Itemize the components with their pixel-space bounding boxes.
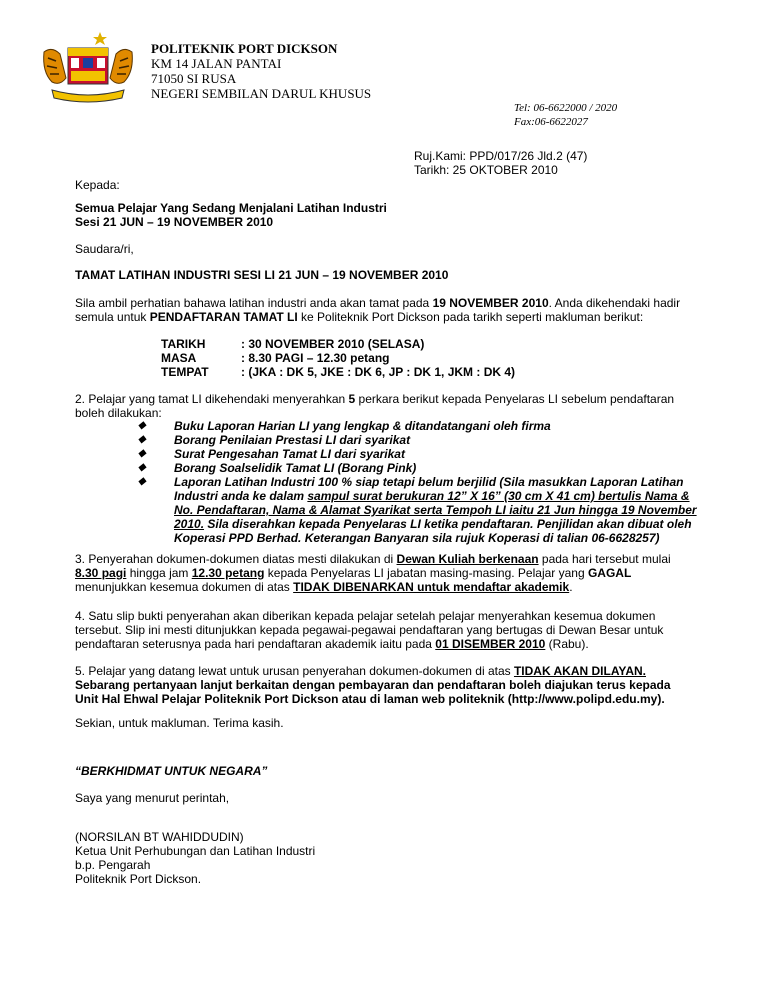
paragraph-1 bbox=[75, 296, 695, 324]
text: 4. Satu slip bukti penyerahan akan diberikan kepada pelajar setelah pelajar menyerahkan kesemua dokumen tersebut. Slip ini mesti ditunjukkan kepada pegawai-pegawai pendaftaran yang bertugas di Dewan Besar untuk pendaftaran seterusnya pada hari pendaftaran akademik iaitu pada bbox=[75, 609, 664, 651]
text: . bbox=[569, 580, 573, 594]
detail-value: : 8.30 PAGI – 12.30 petang bbox=[241, 351, 390, 365]
detail-value: : (JKA : DK 5, JKE : DK 6, JP : DK 1, JKM : DK 4) bbox=[241, 365, 516, 379]
valediction: Saya yang menurut perintah, bbox=[75, 791, 230, 805]
letter-date: Tarikh: 25 OKTOBER 2010 bbox=[414, 163, 558, 177]
list-item-text: Buku Laporan Harian LI yang lengkap & ditandatangani oleh firma bbox=[174, 419, 551, 433]
list-item bbox=[138, 475, 698, 545]
text: menunjukkan kesemua dokumen di atas bbox=[75, 580, 294, 594]
list-item-text bbox=[174, 475, 698, 545]
list-item-text: Borang Soalselidik Tamat LI (Borang Pink) bbox=[174, 461, 417, 475]
paragraph-5 bbox=[75, 664, 695, 706]
text: (Rabu). bbox=[545, 637, 589, 651]
reference-block bbox=[414, 149, 587, 177]
text: Laporan Latihan Industri 100 % siap tetapi belum berjilid (Sila masukkan Laporan Latihan Industri anda ke dalam bbox=[174, 475, 684, 503]
list-item bbox=[138, 433, 698, 447]
detail-row bbox=[161, 365, 515, 379]
detail-row bbox=[161, 337, 515, 351]
paragraph-3 bbox=[75, 552, 695, 594]
fax: Fax:06-6622027 bbox=[514, 116, 588, 128]
enquiry-text: Sebarang pertanyaan lanjut berkaitan dengan pembayaran dan pendaftaran boleh diajukan terus kepada Unit Hal Ehwal Pelajar Politeknik Port Dickson atau di laman web politeknik (http://www.polipd.edu.my). bbox=[75, 678, 671, 706]
recipient-line: Semua Pelajar Yang Sedang Menjalani Latihan Industri bbox=[75, 201, 387, 215]
text: 2. Pelajar yang tamat LI dikehendaki menyerahkan bbox=[75, 392, 349, 406]
envelope-instructions: sampul surat berukuran 12” X 16” (30 cm X 41 cm) bertulis Nama & No. Pendaftaran, Nama & Alamat Syarikat serta Tempoh LI iaitu 21 Jun hingga 19 November 2010. bbox=[174, 489, 697, 531]
reference-number: Ruj.Kami: PPD/017/26 Jld.2 (47) bbox=[414, 149, 588, 163]
address-line: NEGERI SEMBILAN DARUL KHUSUS bbox=[151, 86, 372, 101]
paragraph-4 bbox=[75, 609, 695, 651]
list-item-text: Surat Pengesahan Tamat LI dari syarikat bbox=[174, 447, 405, 461]
late-notice: TIDAK AKAN DILAYAN. bbox=[513, 664, 646, 678]
text: 3. Penyerahan dokumen-dokumen diatas mesti dilakukan di bbox=[75, 552, 397, 566]
signatory-on-behalf: b.p. Pengarah bbox=[75, 858, 151, 872]
salutation: Saudara/ri, bbox=[75, 242, 134, 256]
list-item-text: Borang Penilaian Prestasi LI dari syarikat bbox=[174, 433, 411, 447]
text: 5. Pelajar yang datang lewat untuk urusan penyerahan dokumen-dokumen di atas bbox=[75, 664, 514, 678]
diamond-bullet-icon: ◆ bbox=[138, 434, 146, 445]
text: ke Politeknik Port Dickson pada tarikh seperti makluman berikut: bbox=[297, 310, 644, 324]
registration-details bbox=[161, 337, 515, 379]
signatory-title: Ketua Unit Perhubungan dan Latihan Industri bbox=[75, 844, 316, 858]
paragraph-2 bbox=[75, 392, 695, 420]
text: perkara berikut kepada Penyelaras LI sebelum pendaftaran boleh dilakukan: bbox=[75, 392, 675, 420]
closing-line: Sekian, untuk makluman. Terima kasih. bbox=[75, 716, 284, 730]
diamond-bullet-icon: ◆ bbox=[138, 448, 146, 459]
list-item bbox=[138, 447, 698, 461]
coat-of-arms-logo bbox=[38, 30, 138, 106]
address-line: 71050 SI RUSA bbox=[151, 71, 237, 86]
diamond-bullet-icon: ◆ bbox=[138, 462, 146, 473]
end-time: 12.30 petang bbox=[191, 566, 265, 580]
academic-registration-date: 01 DISEMBER 2010 bbox=[435, 637, 546, 651]
addressee-label: Kepada: bbox=[75, 178, 120, 192]
detail-label: MASA bbox=[161, 351, 197, 365]
text: Sila ambil perhatian bahawa latihan industri anda akan tamat pada bbox=[75, 296, 433, 310]
recipient-session: Sesi 21 JUN – 19 NOVEMBER 2010 bbox=[75, 215, 274, 229]
venue: Dewan Kuliah berkenaan bbox=[396, 552, 539, 566]
subject-line: TAMAT LATIHAN INDUSTRI SESI LI 21 JUN – 19 NOVEMBER 2010 bbox=[75, 268, 449, 282]
end-date: 19 NOVEMBER 2010 bbox=[432, 296, 549, 310]
start-time: 8.30 pagi bbox=[75, 566, 127, 580]
signature-block bbox=[75, 830, 315, 886]
text: pada hari tersebut mulai bbox=[538, 552, 671, 566]
text: . Anda dikehendaki hadir semula untuk bbox=[75, 296, 681, 324]
list-item bbox=[138, 419, 698, 433]
address-line: KM 14 JALAN PANTAI bbox=[151, 56, 282, 71]
registration-label: PENDAFTARAN TAMAT LI bbox=[149, 310, 298, 324]
recipient-block bbox=[75, 201, 387, 229]
text: kepada Penyelaras LI jabatan masing-masing. Pelajar yang bbox=[264, 566, 588, 580]
detail-value: : 30 NOVEMBER 2010 (SELASA) bbox=[241, 337, 425, 351]
institution-name: POLITEKNIK PORT DICKSON bbox=[151, 41, 338, 56]
motto: “BERKHIDMAT UNTUK NEGARA” bbox=[75, 764, 268, 778]
detail-label: TEMPAT bbox=[161, 365, 209, 379]
detail-row bbox=[161, 351, 515, 365]
not-allowed-notice: TIDAK DIBENARKAN untuk mendaftar akademik bbox=[293, 580, 570, 594]
list-item bbox=[138, 461, 698, 475]
telephone: Tel: 06-6622000 / 2020 bbox=[514, 102, 618, 114]
contact-info bbox=[514, 101, 617, 129]
text: Sila diserahkan kepada Penyelaras LI ketika pendaftaran. Penjilidan akan dibuat oleh Koperasi PPD Berhad. Keterangan Banyaran sila rujuk Koperasi di talian 06-6628257) bbox=[174, 517, 692, 545]
signatory-name: (NORSILAN BT WAHIDDUDIN) bbox=[75, 830, 244, 844]
letterhead bbox=[151, 41, 371, 101]
signatory-organisation: Politeknik Port Dickson. bbox=[75, 872, 202, 886]
detail-label: TARIKH bbox=[161, 337, 206, 351]
text: hingga jam bbox=[126, 566, 192, 580]
diamond-bullet-icon: ◆ bbox=[138, 476, 146, 487]
fail-label: GAGAL bbox=[587, 566, 632, 580]
diamond-bullet-icon: ◆ bbox=[138, 420, 146, 431]
item-count: 5 bbox=[348, 392, 356, 406]
document-list bbox=[138, 419, 698, 545]
